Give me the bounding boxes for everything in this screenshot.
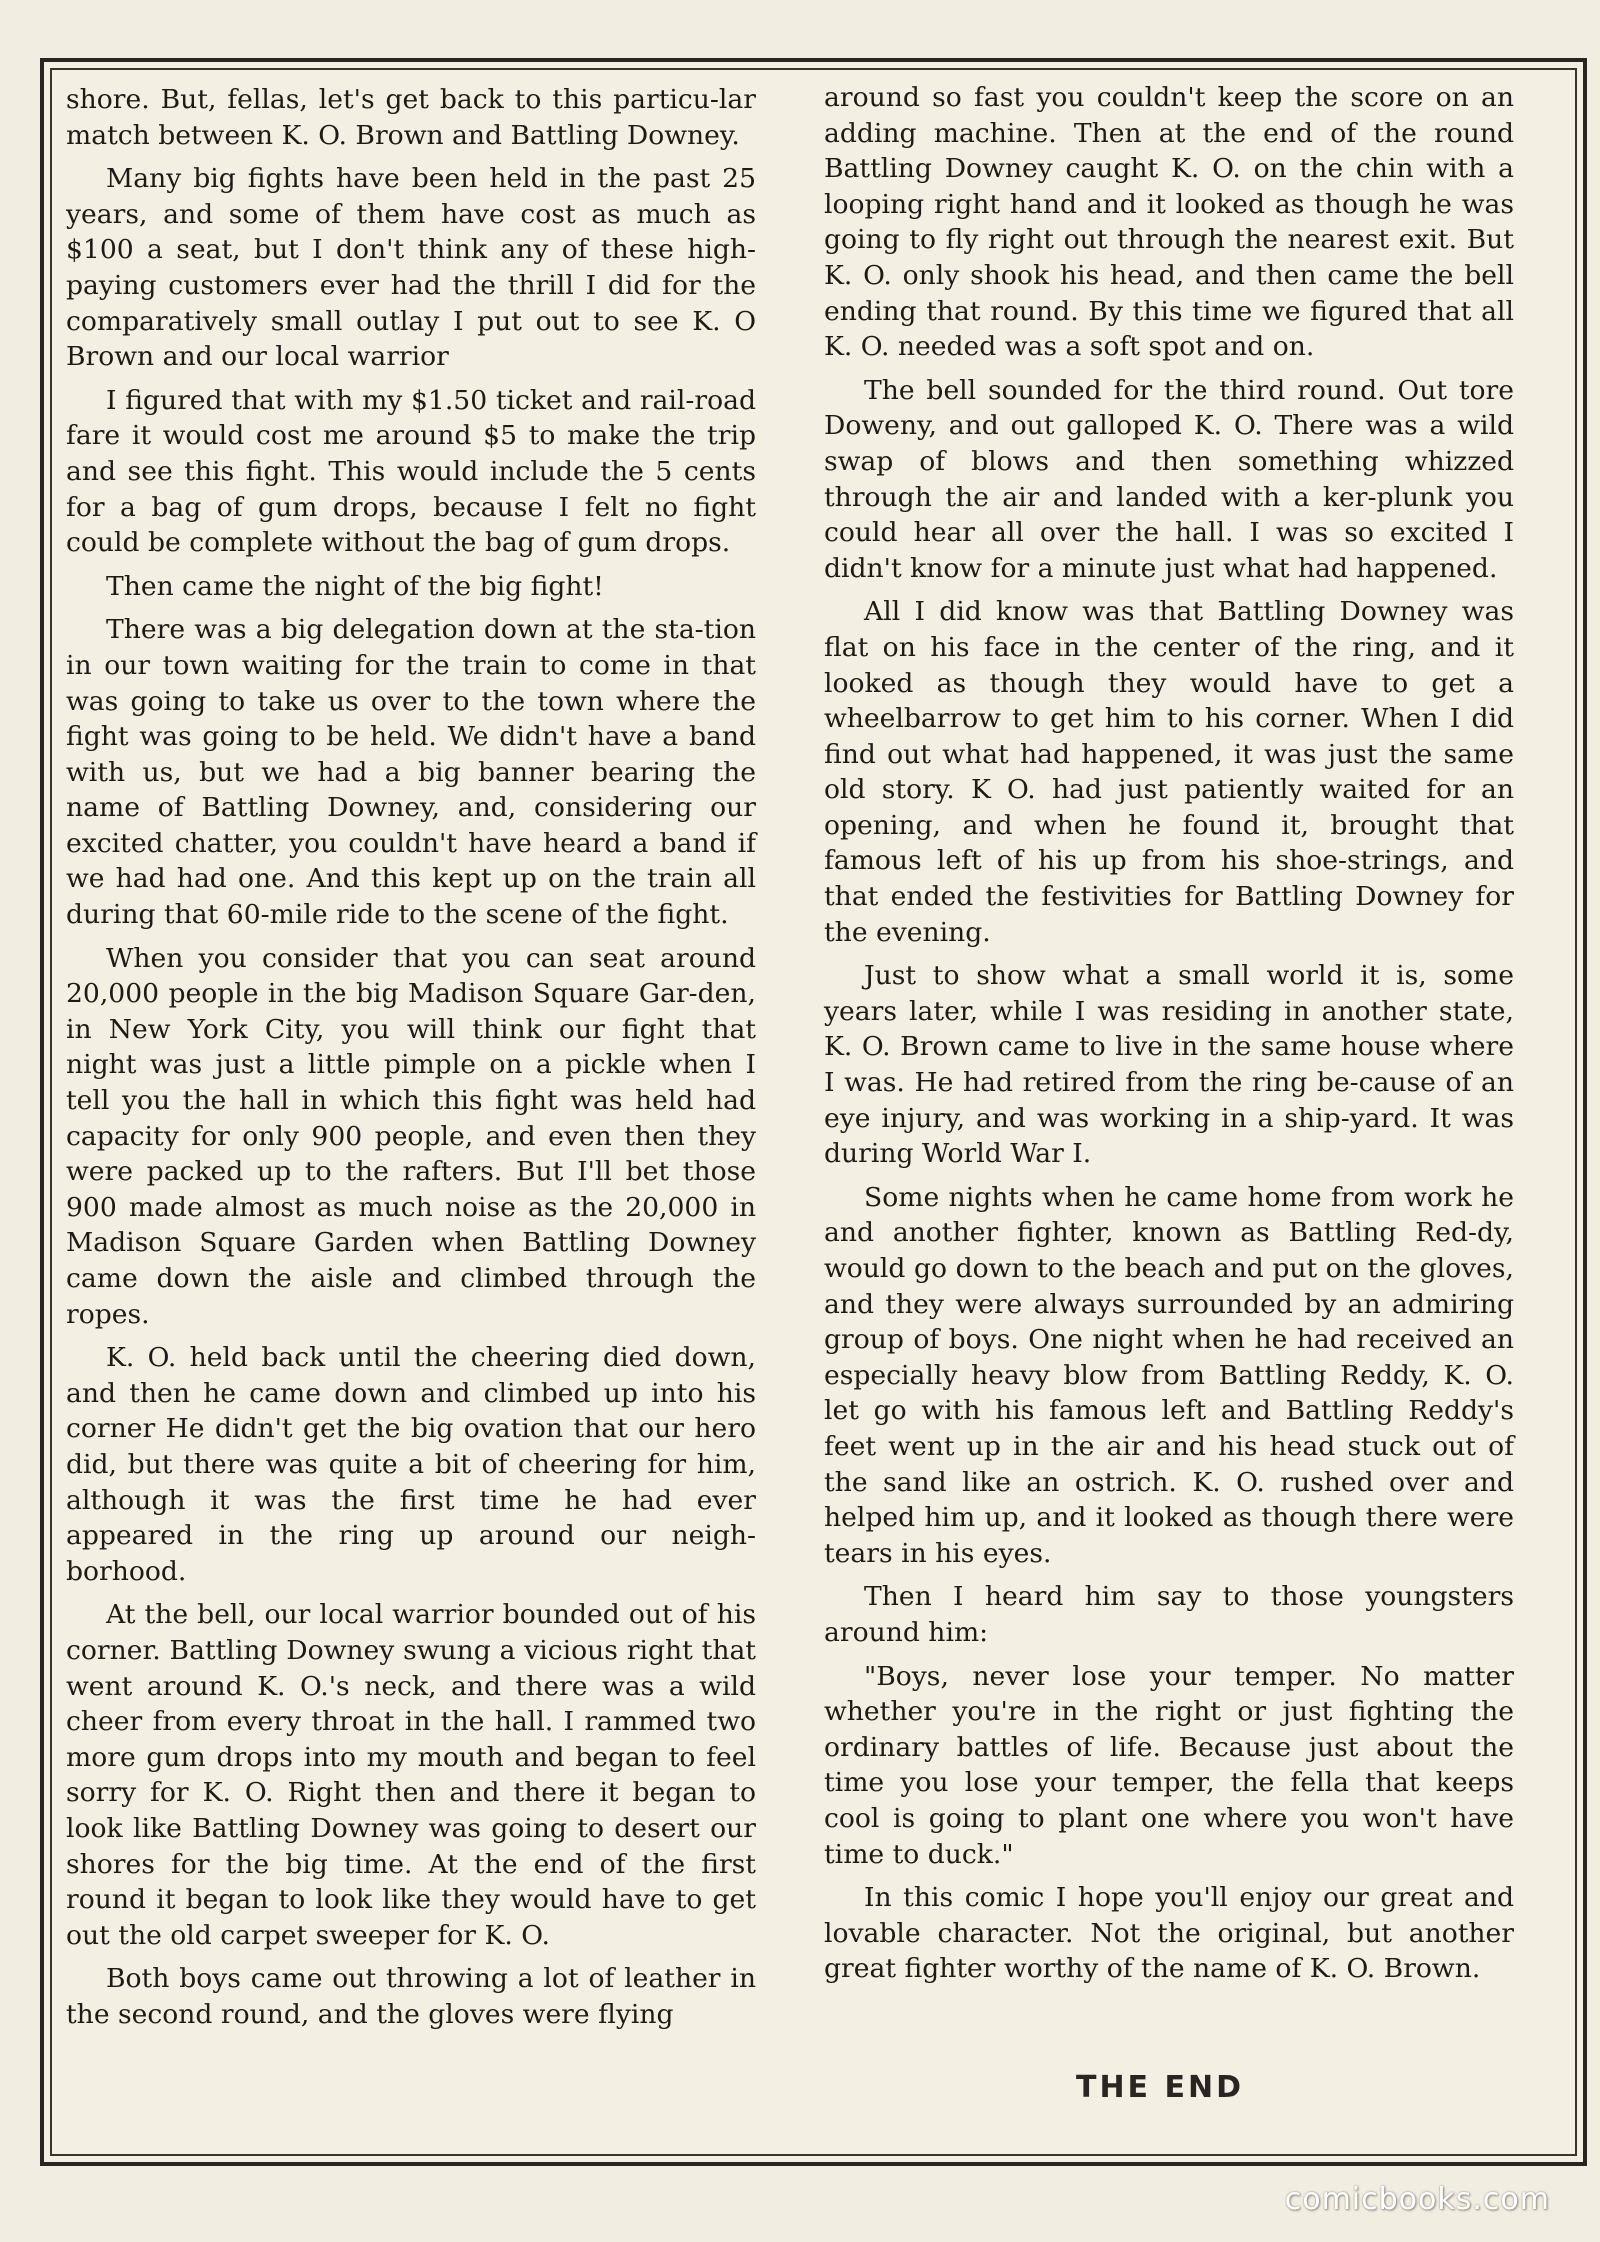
paragraph: Many big fights have been held in the past 25 years, and some of them have cost as much as $100 a seat, but I don't think any of these high-paying customers ever had the thrill I did for the comparatively small outlay I put out to see K. O Brown and our local warrior	[66, 163, 756, 373]
paragraph: Then I heard him say to those youngsters around him:	[824, 1581, 1514, 1648]
paragraph: In this comic I hope you'll enjoy our great and lovable character. Not the original, but another great fighter worthy of the name of K. O. Brown.	[824, 1882, 1514, 1985]
paragraph: "Boys, never lose your temper. No matter whether you're in the right or just fighting the ordinary battles of life. Because just about the time you lose your temper, the fella that keeps cool is going to plant one where you won't have time to duck."	[824, 1660, 1514, 1870]
paragraph: Then came the night of the big fight!	[106, 570, 604, 602]
watermark: comicbooks.com	[1284, 2182, 1550, 2217]
paragraph: At the bell, our local warrior bounded out of his corner. Battling Downey swung a vicious right that went around K. O.'s neck, and there was a wild cheer from every throat in the hall. I rammed two more gum drops into my mouth and began to feel sorry for K. O. Right then and there it began to look like Battling Downey was going to desert our shores for the big time. At the end of the first round it began to look like they would have to get out the old carpet sweeper for K. O.	[66, 1599, 756, 1951]
paragraph: Some nights when he came home from work he and another fighter, known as Battling Red-dy, would go down to the beach and put on the gloves, and they were always surrounded by an admiring group of boys. One night when he had received an especially heavy blow from Battling Reddy, K. O. let go with his famous left and Battling Reddy's feet went up in the air and his head stuck out of the sand like an ostrich. K. O. rushed over and helped him up, and it looked as though there were tears in his eyes.	[824, 1181, 1514, 1569]
right-column	[824, 80, 1514, 1995]
paragraph: Just to show what a small world it is, some years later, while I was residing in another state, K. O. Brown came to live in the same house where I was. He had retired from the ring be-cause of an eye injury, and was working in a ship-yard. It was during World War I.	[824, 960, 1514, 1170]
paragraph: shore. But, fellas, let's get back to this particu-lar match between K. O. Brown and Battling Downey.	[66, 84, 756, 151]
paragraph: The bell sounded for the third round. Out tore Doweny, and out galloped K. O. There was a wild swap of blows and then something whizzed through the air and landed with a ker-plunk you could hear all over the hall. I was so excited I didn't know for a minute just what had happened.	[824, 374, 1514, 584]
left-column	[66, 82, 756, 2040]
paragraph: There was a big delegation down at the sta-tion in our town waiting for the train to come in that was going to take us over to the town where the fight was going to be held. We didn't have a band with us, but we had a big banner bearing the name of Battling Downey, and, considering our excited chatter, you couldn't have heard a band if we had had one. And this kept up on the train all during that 60-mile ride to the scene of the fight.	[66, 614, 756, 931]
paragraph: When you consider that you can seat around 20,000 people in the big Madison Square Gar-den, in New York City, you will think our fight that night was just a little pimple on a pickle when I tell you the hall in which this fight was held had capacity for only 900 people, and even then they were packed up to the rafters. But I'll bet those 900 made almost as much noise as the 20,000 in Madison Square Garden when Battling Downey came down the aisle and climbed through the ropes.	[66, 942, 756, 1330]
paragraph: around so fast you couldn't keep the score on an adding machine. Then at the end of the round Battling Downey caught K. O. on the chin with a looping right hand and it looked as though he was going to fly right out through the nearest exit. But K. O. only shook his head, and then came the bell ending that round. By this time we figured that all K. O. needed was a soft spot and on.	[824, 82, 1514, 363]
paragraph: All I did know was that Battling Downey was flat on his face in the center of the ring, and it looked as though they would have to get a wheelbarrow to get him to his corner. When I did find out what had happened, it was just the same old story. K O. had just patiently waited for an opening, and when he found it, brought that famous left of his up from his shoe-strings, and that ended the festivities for Battling Downey for the evening.	[824, 596, 1514, 948]
paragraph: K. O. held back until the cheering died down, and then he came down and climbed up into his corner He didn't get the big ovation that our hero did, but there was quite a bit of cheering for him, although it was the first time he had ever appeared in the ring up around our neigh-borhood.	[66, 1342, 756, 1587]
paragraph: I figured that with my $1.50 ticket and rail-road fare it would cost me around $5 to make the trip and see this fight. This would include the 5 cents for a bag of gum drops, because I felt no fight could be complete without the bag of gum drops.	[66, 384, 756, 559]
paragraph: Both boys came out throwing a lot of leather in the second round, and the gloves were flying	[66, 1963, 756, 2030]
page-border	[40, 58, 1587, 2166]
the-end-label: THE END	[1075, 2070, 1244, 2105]
